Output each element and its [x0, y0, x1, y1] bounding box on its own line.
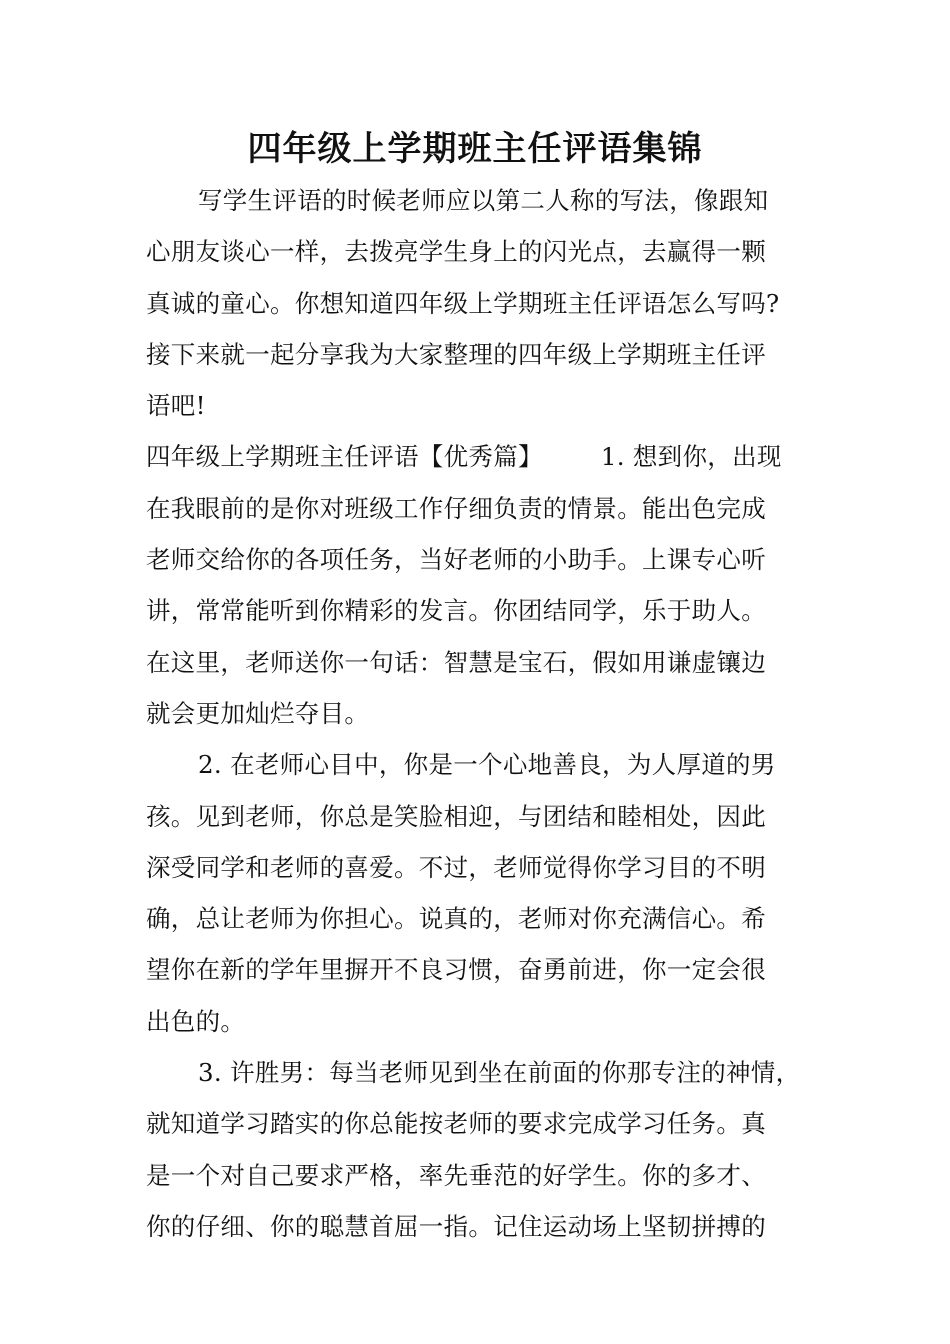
text-line: 望你在新的学年里摒开不良习惯，奋勇前进，你一定会很	[146, 955, 766, 985]
text-line: 语吧!	[146, 391, 206, 421]
text-line: 是一个对自己要求严格，率先垂范的好学生。你的多才、	[146, 1160, 766, 1190]
text-line: 你的仔细、你的聪慧首屈一指。记住运动场上坚韧拼搏的	[146, 1211, 766, 1241]
text-line: 确，总让老师为你担心。说真的，老师对你充满信心。希	[146, 904, 766, 934]
text-line: 3. 许胜男：每当老师见到坐在前面的你那专注的神情，	[198, 1058, 801, 1088]
text-line: 真诚的童心。你想知道四年级上学期班主任评语怎么写吗?	[146, 288, 780, 318]
section-heading-line	[146, 431, 826, 482]
text-line: 2. 在老师心目中，你是一个心地善良，为人厚道的男	[198, 750, 776, 780]
text-fragment: 1. 想到你，出现	[600, 442, 782, 472]
text-line: 心朋友谈心一样，去拨亮学生身上的闪光点，去赢得一颗	[146, 237, 766, 267]
text-line: 出色的。	[146, 1006, 246, 1036]
text-line: 老师交给你的各项任务，当好老师的小助手。上课专心听	[146, 545, 766, 575]
text-line: 深受同学和老师的喜爱。不过，老师觉得你学习目的不明	[146, 852, 766, 882]
document-title: 四年级上学期班主任评语集锦	[247, 129, 703, 169]
text-line: 讲，常常能听到你精彩的发言。你团结同学，乐于助人。	[146, 596, 766, 626]
document-body	[146, 175, 826, 1252]
text-line: 在我眼前的是你对班级工作仔细负责的情景。能出色完成	[146, 493, 766, 523]
text-line: 孩。见到老师，你总是笑脸相迎，与团结和睦相处，因此	[146, 801, 766, 831]
text-line: 就会更加灿烂夺目。	[146, 698, 370, 728]
text-line: 写学生评语的时候老师应以第二人称的写法，像跟知	[198, 186, 769, 215]
text-line: 就知道学习踏实的你总能按老师的要求完成学习任务。真	[146, 1109, 766, 1139]
text-line: 接下来就一起分享我为大家整理的四年级上学期班主任评	[146, 339, 766, 369]
text-line: 在这里，老师送你一句话：智慧是宝石，假如用谦虚镶边	[146, 647, 766, 677]
section-heading: 四年级上学期班主任评语【优秀篇】	[146, 442, 543, 472]
